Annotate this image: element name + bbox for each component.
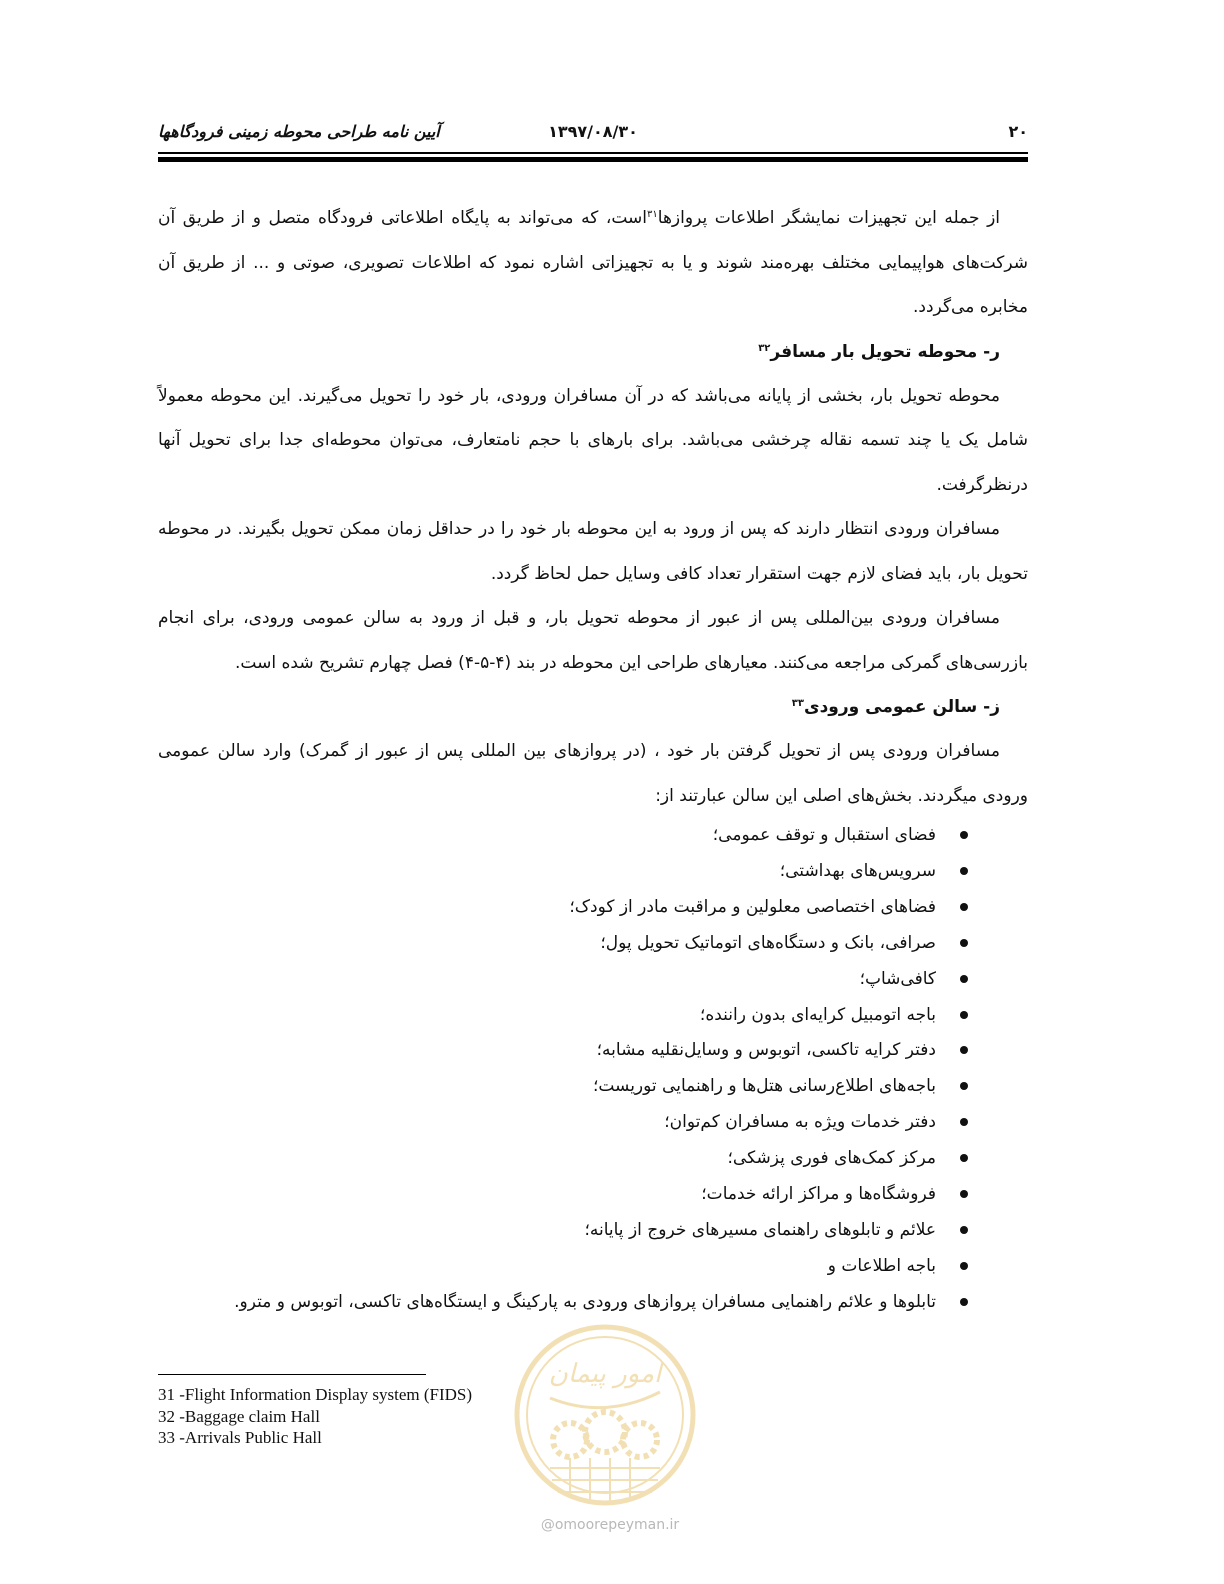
footnote-ref-32[interactable]: ۳۲ bbox=[758, 342, 771, 354]
bullet-icon bbox=[960, 1011, 968, 1019]
footnote-ref-33[interactable]: ۳۳ bbox=[791, 698, 804, 709]
bullet-icon bbox=[960, 1154, 968, 1162]
page-body bbox=[158, 196, 1028, 1321]
list-item: سرویس‌های بهداشتی؛ bbox=[158, 854, 1028, 890]
bullet-icon bbox=[960, 867, 968, 875]
footnote-31: 31 -Flight Information Display system (FIDS) bbox=[158, 1385, 473, 1404]
list-item: کافی‌شاپ؛ bbox=[158, 962, 1028, 998]
list-item: باجه اطلاعات و bbox=[158, 1249, 1028, 1285]
list-item: صرافی، بانک و دستگاه‌های اتوماتیک تحویل پول؛ bbox=[158, 926, 1028, 962]
header-document-title: آیین نامه طراحی محوطه زمینی فرودگاهها bbox=[158, 122, 440, 141]
paragraph-baggage-claim-3: مسافران ورودی بین‌المللی پس از عبور از محوطه تحویل بار، و قبل از ورود به سالن عمومی ورودی، برای انجام بازرسی‌های گمرکی مراجعه می‌کنند. معیارهای طراحی این محوطه در بند (۴-۵-۴) فصل چهارم تشریح شده است. bbox=[158, 608, 1028, 673]
page-number: ۲۰ bbox=[1008, 122, 1028, 141]
list-item: مرکز کمک‌های فوری پزشکی؛ bbox=[158, 1141, 1028, 1177]
paragraph-baggage-claim-2: مسافران ورودی انتظار دارند که پس از ورود به این محوطه بار خود را در حداقل زمان ممکن تحویل بگیرند. در محوطه تحویل بار، باید فضای لازم جهت استقرار تعداد کافی وسایل حمل لحاظ گردد. bbox=[158, 519, 1028, 584]
watermark-url: @omoorepeyman.ir bbox=[540, 1517, 680, 1533]
bullet-icon bbox=[960, 831, 968, 839]
header-date: ۱۳۹۷/۰۸/۳۰ bbox=[548, 122, 638, 141]
list-item: علائم و تابلوهای راهنمای مسیرهای خروج از پایانه؛ bbox=[158, 1213, 1028, 1249]
header-rule-thick bbox=[158, 157, 1028, 162]
list-item: دفتر کرایه تاکسی، اتوبوس و وسایل‌نقلیه مشابه؛ bbox=[158, 1033, 1028, 1069]
footnote-ref-31[interactable]: ۳۱ bbox=[647, 209, 658, 220]
bullet-icon bbox=[960, 1046, 968, 1054]
bullet-icon bbox=[960, 975, 968, 983]
paragraph-arrivals-hall: مسافران ورودی پس از تحویل گرفتن بار خود ، (در پروازهای بین المللی پس از عبور از گمرک) وارد سالن عمومی ورودی میگردند. بخش‌های اصلی این سالن عبارتند از: bbox=[158, 741, 1028, 806]
footnote-separator bbox=[158, 1374, 426, 1375]
footnote-33: 33 -Arrivals Public Hall bbox=[158, 1428, 322, 1447]
bullet-icon bbox=[960, 1262, 968, 1270]
list-item: فروشگاه‌ها و مراکز ارائه خدمات؛ bbox=[158, 1177, 1028, 1213]
bullet-icon bbox=[960, 939, 968, 947]
bullet-icon bbox=[960, 1226, 968, 1234]
paragraph-fids: از جمله این تجهیزات نمایشگر اطلاعات پروازها$^{۳۱}$است، که می‌تواند به پایگاه اطلاعاتی فرودگاه متصل و از طریق آن شرکت‌های هواپیمایی مختلف بهره‌مند شوند و یا به تجهیزاتی اشاره نمود که اطلاعات تصویری، صوتی و ... از طریق آن مخابره می‌گردد. bbox=[158, 208, 1028, 317]
list-item: باجه‌های اطلاع‌رسانی هتل‌ها و راهنمایی توریست؛ bbox=[158, 1069, 1028, 1105]
bullet-icon bbox=[960, 1082, 968, 1090]
list-item: فضاهای اختصاصی معلولین و مراقبت مادر از کودک؛ bbox=[158, 890, 1028, 926]
section-heading-baggage-claim: ر- محوطه تحویل بار مسافر$^{۳۲}$ bbox=[758, 341, 1000, 362]
arrivals-hall-sections-list bbox=[158, 818, 1028, 1321]
list-item: دفتر خدمات ویژه به مسافران کم‌توان؛ bbox=[158, 1105, 1028, 1141]
list-item: تابلوها و علائم راهنمایی مسافران پروازهای ورودی به پارکینگ و ایستگاه‌های تاکسی، اتوبوس و مترو. bbox=[158, 1285, 1028, 1321]
paragraph-baggage-claim-1: محوطه تحویل بار، بخشی از پایانه می‌باشد که در آن مسافران ورودی، بار خود را تحویل می‌گیرند. این محوطه معمولاً شامل یک یا چند تسمه نقاله چرخشی می‌باشد. برای بارهای با حجم نامتعارف، می‌توان محوطه‌ای جدا برای تحویل آنها درنظرگرفت. bbox=[158, 385, 1028, 495]
header-rule-thin bbox=[158, 152, 1028, 154]
footnotes bbox=[158, 1384, 558, 1449]
bullet-icon bbox=[960, 903, 968, 911]
page-header bbox=[158, 120, 1028, 148]
bullet-icon bbox=[960, 1118, 968, 1126]
watermark-logo-icon bbox=[510, 1320, 700, 1540]
section-heading-arrivals-hall: ز- سالن عمومی ورودی$^{۳۳}$ bbox=[791, 697, 1000, 717]
watermark-logo-text: امور پیمان bbox=[548, 1359, 662, 1389]
bullet-icon bbox=[960, 1298, 968, 1306]
list-item: باجه اتومبیل کرایه‌ای بدون راننده؛ bbox=[158, 998, 1028, 1034]
bullet-icon bbox=[960, 1190, 968, 1198]
list-item: فضای استقبال و توقف عمومی؛ bbox=[158, 818, 1028, 854]
footnote-32: 32 -Baggage claim Hall bbox=[158, 1406, 320, 1426]
